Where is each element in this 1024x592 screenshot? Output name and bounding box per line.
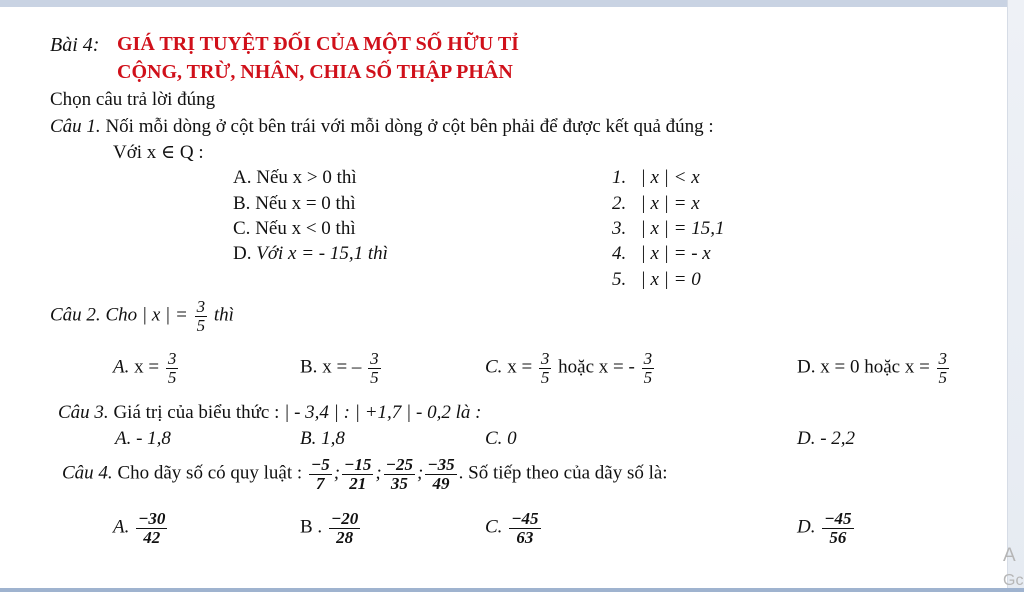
q4-seq-1-num: −5 [310, 455, 330, 474]
q1-right-2 [612, 194, 700, 213]
q2-label: Câu 2. [50, 304, 101, 326]
q2-a-fraction [166, 350, 179, 387]
q1-right-3-num: 3. [612, 218, 627, 239]
q2-c-den1: 5 [540, 367, 550, 387]
q1-right-1 [612, 168, 700, 187]
q2-a-num: 3 [167, 349, 177, 368]
q4-d-num: −45 [824, 509, 852, 528]
q2-d-num: 3 [938, 349, 948, 368]
q1-left-d-text: Với x = - 15,1 thì [256, 243, 388, 264]
q1-left-b-text: Nếu x = 0 thì [255, 193, 356, 214]
q4-a-num: −30 [138, 509, 166, 528]
q1-right-3-text: | x | = 15,1 [640, 218, 725, 239]
q1-right-4-text: | x | = - x [640, 243, 711, 264]
q2-c-fraction2 [642, 350, 655, 387]
q4-seq-2 [342, 456, 373, 493]
q3-post: là : [455, 402, 482, 423]
q3-option-b: B. 1,8 [300, 428, 345, 449]
q2-stem [50, 298, 234, 335]
q2-d-letter: D. [797, 356, 816, 378]
q4-b-den: 28 [336, 527, 354, 547]
q2-b-letter: B. [300, 356, 318, 378]
q2-c-num2: 3 [643, 349, 653, 368]
q4-seq-4-num: −35 [427, 455, 455, 474]
q1-right-2-text: | x | = x [640, 193, 700, 214]
q3-option-a: A. - 1,8 [115, 428, 171, 449]
q1-right-5-num: 5. [612, 269, 627, 290]
q2-c-fraction1 [539, 350, 552, 387]
instruction: Chọn câu trả lời đúng [50, 89, 216, 110]
q4-text: Cho dãy số có quy luật : [117, 462, 303, 484]
q3-option-c: C. 0 [485, 428, 517, 449]
q1-line [50, 117, 714, 136]
q2-c-pre: x = [507, 356, 533, 378]
q4-seq-4 [425, 456, 456, 493]
q1-left-d [233, 244, 388, 263]
q4-a-letter: A. [113, 516, 130, 538]
q4-seq-2-den: 21 [349, 473, 367, 493]
window-bottom-border [0, 588, 1024, 592]
q2-d-fraction [937, 350, 950, 387]
q2-d-den: 5 [938, 367, 948, 387]
watermark-line2: Gc [1003, 572, 1024, 589]
watermark-line1: A [1003, 545, 1016, 566]
q2-option-a [113, 350, 180, 387]
q4-seq-1-den: 7 [316, 473, 325, 493]
q2-a-pre: x = [134, 356, 160, 378]
q4-c-num: −45 [511, 509, 539, 528]
q4-seq-1 [309, 456, 332, 493]
q4-option-b [300, 510, 362, 547]
q1-left-a-letter: A. [233, 167, 252, 188]
q2-option-b [300, 350, 383, 387]
q2-fraction [195, 298, 208, 335]
q4-d-letter: D. [797, 516, 816, 538]
q2-d-pre: x = 0 hoặc x = [820, 356, 930, 378]
q4-seq-2-num: −15 [344, 455, 372, 474]
q1-right-1-num: 1. [612, 167, 627, 188]
lesson-title-line2: CỘNG, TRỪ, NHÂN, CHIA SỐ THẬP PHÂN [117, 61, 513, 83]
q1-right-4-num: 4. [612, 243, 627, 264]
q1-left-c-text: Nếu x < 0 thì [255, 218, 356, 239]
q1-right-4 [612, 244, 711, 263]
q4-c-letter: C. [485, 516, 503, 538]
q1-left-b-letter: B. [233, 193, 251, 214]
q1-right-5-text: | x | = 0 [640, 269, 701, 290]
q1-right-1-text: | x | < x [640, 167, 700, 188]
window-top-border [0, 0, 1024, 7]
q2-pre: Cho | x | = [105, 304, 188, 326]
q2-a-den: 5 [167, 367, 177, 387]
q4-label: Câu 4. [62, 462, 113, 484]
q3-expression: | - 3,4 | : | +1,7 | - 0,2 [284, 402, 451, 423]
q1-left-a-text: Nếu x > 0 thì [256, 167, 357, 188]
q4-seq-3 [384, 456, 415, 493]
q2-b-den: 5 [370, 367, 379, 387]
q4-option-c [485, 510, 543, 547]
q2-c-den2: 5 [643, 367, 653, 387]
q1-left-b [233, 194, 356, 213]
q4-b-fraction [329, 510, 360, 547]
q2-frac-den: 5 [196, 315, 206, 335]
q1-left-d-letter: D. [233, 243, 252, 264]
q3-text: Giá trị của biểu thức : [113, 402, 280, 423]
q2-option-d [797, 350, 951, 387]
lesson-number: Bài 4: [50, 34, 100, 56]
q2-b-pre: x = – [322, 356, 362, 378]
q3-label: Câu 3. [58, 402, 109, 423]
q2-b-fraction [368, 350, 381, 387]
q2-c-letter: C. [485, 356, 503, 378]
q1-right-3 [612, 219, 724, 238]
q4-stem: Câu 4. Cho dãy số có quy luật : $\frac{-5}{7}$ ; $\frac{-15}{21}$ ; $\frac{-25}{35}$ ; $\frac{-35}{49}$ . Số tiếp theo của dãy số là: [62, 455, 668, 493]
scrollbar-track[interactable] [1007, 0, 1024, 592]
q4-b-letter: B . [300, 516, 323, 538]
q4-option-d [797, 510, 856, 547]
q2-a-letter: A. [113, 356, 130, 378]
q3-stem [58, 403, 481, 422]
q1-right-2-num: 2. [612, 193, 627, 214]
q2-post: thì [213, 304, 234, 326]
q1-left-c [233, 219, 356, 238]
q3-option-d: D. - 2,2 [797, 428, 856, 449]
q1-label: Câu 1. [50, 116, 101, 137]
q2-b-num: 3 [370, 349, 379, 368]
q4-c-den: 63 [516, 527, 534, 547]
q2-option-c [485, 350, 656, 387]
q1-text: Nối mỗi dòng ở cột bên trái với mỗi dòng ở cột bên phải để được kết quả đúng : [105, 116, 714, 137]
q4-post: . Số tiếp theo của dãy số là: [458, 462, 668, 484]
q1-given: Với x ∈ Q : [113, 142, 204, 163]
q1-right-5 [612, 270, 701, 289]
q1-left-c-letter: C. [233, 218, 251, 239]
q4-c-fraction [509, 510, 540, 547]
q4-a-fraction [136, 510, 167, 547]
q4-a-den: 42 [143, 527, 161, 547]
q2-c-mid: hoặc x = - [558, 356, 635, 378]
q2-frac-num: 3 [196, 297, 206, 316]
q4-d-fraction [822, 510, 853, 547]
q4-seq-3-den: 35 [390, 473, 408, 493]
q4-option-a [113, 510, 169, 547]
q1-left-a [233, 168, 357, 187]
q2-c-num1: 3 [540, 349, 550, 368]
q4-b-num: −20 [330, 509, 359, 528]
q4-seq-4-den: 49 [432, 473, 450, 493]
lesson-title-line1: GIÁ TRỊ TUYỆT ĐỐI CỦA MỘT SỐ HỮU TỈ [117, 33, 519, 55]
q4-d-den: 56 [829, 527, 847, 547]
q4-seq-3-num: −25 [385, 455, 413, 474]
